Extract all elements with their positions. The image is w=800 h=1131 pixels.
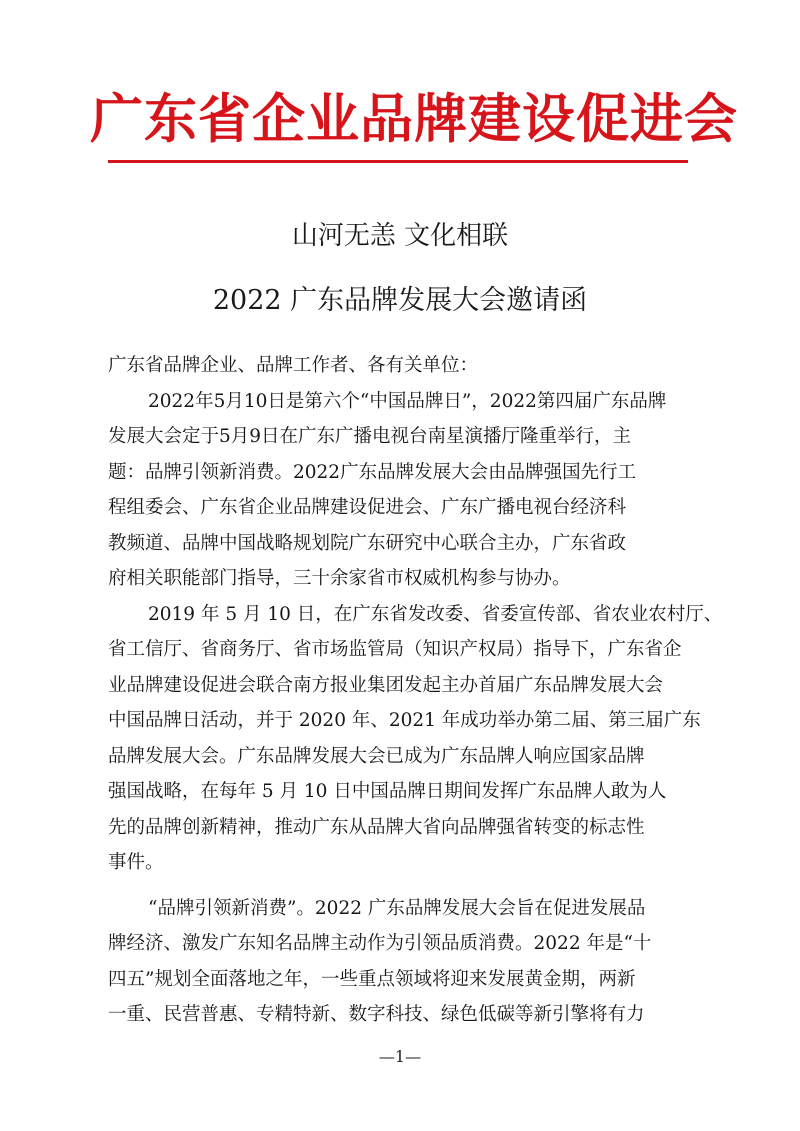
paragraph-1 bbox=[108, 384, 704, 597]
paragraph-line: 教频道、品牌中国战略规划院广东研究中心联合主办，广东省政 bbox=[108, 532, 627, 554]
paragraph-line: 业品牌建设促进会联合南方报业集团发起主办首届广东品牌发展大会 bbox=[108, 674, 664, 696]
paragraph-line: 府相关职能部门指导，三十余家省市权威机构参与协办。 bbox=[108, 568, 571, 589]
paragraph-2 bbox=[108, 597, 723, 881]
red-divider-rule bbox=[108, 160, 688, 163]
paragraph-line: 程组委会、广东省企业品牌建设促进会、广东广播电视台经济科 bbox=[108, 497, 627, 518]
paragraph-line: 牌经济、激发广东知名品牌主动作为引领品质消费。2022 年是“十 bbox=[108, 933, 652, 954]
paragraph-line: 中国品牌日活动，并于 2020 年、2021 年成功举办第二届、第三届广东 bbox=[108, 710, 701, 731]
page-number: —1— bbox=[378, 1047, 422, 1066]
paragraph-line: 先的品牌创新精神，推动广东从品牌大省向品牌强省转变的标志性 bbox=[108, 816, 645, 838]
paragraph-3 bbox=[108, 891, 704, 1033]
salutation-line: 广东省品牌企业、品牌工作者、各有关单位： bbox=[108, 355, 479, 376]
paragraph-line: 省工信厅、省商务厅、省市场监管局（知识产权局）指导下，广东省企 bbox=[108, 639, 682, 660]
paragraph-line: “品牌引领新消费”。2022 广东品牌发展大会旨在促进发展品 bbox=[148, 897, 646, 919]
paragraph-line: 强国战略，在每年 5 月 10 日中国品牌日期间发挥广东品牌人敢为人 bbox=[108, 781, 667, 802]
paragraph-line: 四五”规划全面落地之年，一些重点领域将迎来发展黄金期，两新 bbox=[108, 968, 636, 990]
paragraph-line: 一重、民营普惠、专精特新、数字科技、绿色低碳等新引擎将有力 bbox=[108, 1004, 645, 1025]
paragraph-spacer bbox=[108, 881, 704, 891]
paragraph-line: 发展大会定于5月9日在广东广播电视台南星演播厅隆重举行，主 bbox=[108, 426, 632, 447]
letter-body bbox=[108, 348, 723, 1033]
organization-name-heading: 广东省企业品牌建设促进会 bbox=[90, 89, 738, 150]
paragraph-line: 2022年5月10日是第六个“中国品牌日”，2022第四届广东品牌 bbox=[148, 390, 667, 412]
invitation-title: 2022 广东品牌发展大会邀请函 bbox=[212, 285, 588, 316]
paragraph-line: 品牌发展大会。广东品牌发展大会已成为广东品牌人响应国家品牌 bbox=[108, 745, 645, 767]
paragraph-line: 2019 年 5 月 10 日，在广东省发改委、省委宣传部、省农业农村厅、 bbox=[148, 603, 723, 625]
paragraph-line: 题：品牌引领新消费。2022广东品牌发展大会由品牌强国先行工 bbox=[108, 461, 637, 483]
paragraph-line: 事件。 bbox=[108, 852, 164, 873]
slogan-subtitle: 山河无恙 文化相联 bbox=[291, 221, 509, 251]
